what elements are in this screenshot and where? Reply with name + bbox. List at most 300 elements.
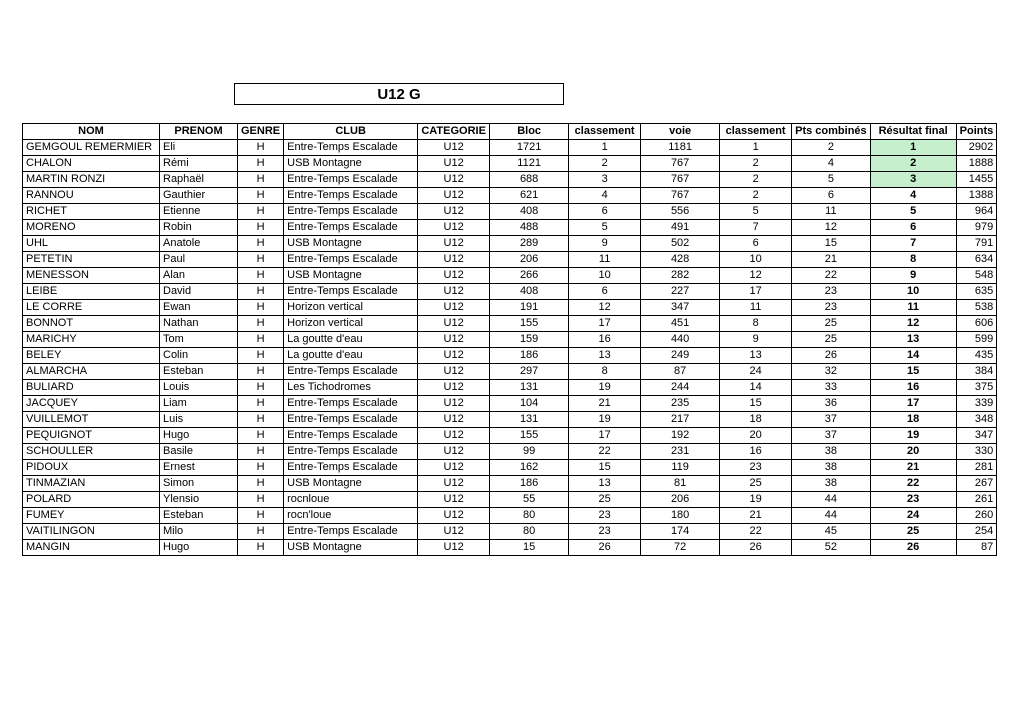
cell-pts-combines: 37	[792, 428, 871, 444]
cell-pts-combines: 23	[792, 284, 871, 300]
cell-points: 384	[956, 364, 997, 380]
cell-prenom: Esteban	[160, 508, 238, 524]
cell-club: Entre-Temps Escalade	[284, 172, 418, 188]
header-voie: voie	[641, 124, 720, 140]
cell-bloc: 408	[490, 284, 569, 300]
cell-genre: H	[238, 156, 284, 172]
cell-bloc: 688	[490, 172, 569, 188]
cell-bloc: 191	[490, 300, 569, 316]
header-points: Points	[956, 124, 997, 140]
cell-categorie: U12	[418, 220, 490, 236]
cell-genre: H	[238, 412, 284, 428]
cell-voie: 206	[641, 492, 720, 508]
cell-bloc: 162	[490, 460, 569, 476]
cell-voie: 217	[641, 412, 720, 428]
cell-club: Entre-Temps Escalade	[284, 364, 418, 380]
cell-genre: H	[238, 380, 284, 396]
table-row	[23, 412, 997, 428]
cell-points: 1888	[956, 156, 997, 172]
cell-pts-combines: 38	[792, 460, 871, 476]
cell-classement-voie: 14	[720, 380, 792, 396]
cell-genre: H	[238, 204, 284, 220]
cell-categorie: U12	[418, 524, 490, 540]
cell-classement-voie: 8	[720, 316, 792, 332]
table-row	[23, 252, 997, 268]
header-pts-combines: Pts combinés	[792, 124, 871, 140]
cell-classement-voie: 1	[720, 140, 792, 156]
cell-bloc: 159	[490, 332, 569, 348]
table-row	[23, 492, 997, 508]
cell-voie: 180	[641, 508, 720, 524]
cell-prenom: Ernest	[160, 460, 238, 476]
cell-voie: 235	[641, 396, 720, 412]
cell-pts-combines: 6	[792, 188, 871, 204]
cell-categorie: U12	[418, 140, 490, 156]
cell-classement-bloc: 17	[569, 316, 641, 332]
cell-prenom: Ylensio	[160, 492, 238, 508]
cell-pts-combines: 45	[792, 524, 871, 540]
header-resultat-final: Résultat final	[870, 124, 956, 140]
cell-resultat-final: 21	[870, 460, 956, 476]
cell-categorie: U12	[418, 316, 490, 332]
table-row	[23, 364, 997, 380]
table-row	[23, 508, 997, 524]
cell-prenom: Simon	[160, 476, 238, 492]
table-row	[23, 156, 997, 172]
cell-voie: 231	[641, 444, 720, 460]
cell-classement-voie: 13	[720, 348, 792, 364]
cell-bloc: 15	[490, 540, 569, 556]
cell-prenom: Raphaël	[160, 172, 238, 188]
cell-genre: H	[238, 540, 284, 556]
cell-nom: BELEY	[23, 348, 160, 364]
cell-categorie: U12	[418, 156, 490, 172]
cell-points: 791	[956, 236, 997, 252]
header-prenom: PRENOM	[160, 124, 238, 140]
cell-classement-bloc: 23	[569, 508, 641, 524]
cell-resultat-final: 23	[870, 492, 956, 508]
cell-categorie: U12	[418, 428, 490, 444]
header-row	[23, 124, 997, 140]
cell-genre: H	[238, 444, 284, 460]
cell-classement-voie: 9	[720, 332, 792, 348]
header-categorie: CATEGORIE	[418, 124, 490, 140]
cell-resultat-final: 24	[870, 508, 956, 524]
cell-classement-voie: 5	[720, 204, 792, 220]
cell-points: 635	[956, 284, 997, 300]
cell-voie: 72	[641, 540, 720, 556]
cell-resultat-final: 17	[870, 396, 956, 412]
cell-genre: H	[238, 396, 284, 412]
cell-nom: PETETIN	[23, 252, 160, 268]
cell-classement-voie: 18	[720, 412, 792, 428]
cell-classement-voie: 15	[720, 396, 792, 412]
header-genre: GENRE	[238, 124, 284, 140]
cell-resultat-final: 22	[870, 476, 956, 492]
cell-bloc: 155	[490, 316, 569, 332]
category-title: U12 G	[234, 83, 564, 105]
cell-classement-voie: 6	[720, 236, 792, 252]
header-club: CLUB	[284, 124, 418, 140]
cell-club: rocnloue	[284, 492, 418, 508]
cell-bloc: 186	[490, 348, 569, 364]
cell-nom: MARICHY	[23, 332, 160, 348]
cell-bloc: 80	[490, 524, 569, 540]
cell-voie: 192	[641, 428, 720, 444]
cell-club: USB Montagne	[284, 268, 418, 284]
cell-bloc: 297	[490, 364, 569, 380]
cell-bloc: 408	[490, 204, 569, 220]
cell-club: Entre-Temps Escalade	[284, 396, 418, 412]
cell-classement-bloc: 25	[569, 492, 641, 508]
cell-categorie: U12	[418, 332, 490, 348]
table-row	[23, 300, 997, 316]
cell-pts-combines: 44	[792, 508, 871, 524]
cell-prenom: Esteban	[160, 364, 238, 380]
cell-prenom: Liam	[160, 396, 238, 412]
cell-resultat-final: 26	[870, 540, 956, 556]
cell-resultat-final: 7	[870, 236, 956, 252]
header-bloc: Bloc	[490, 124, 569, 140]
cell-bloc: 488	[490, 220, 569, 236]
cell-voie: 491	[641, 220, 720, 236]
cell-points: 1455	[956, 172, 997, 188]
cell-pts-combines: 22	[792, 268, 871, 284]
table-row	[23, 316, 997, 332]
cell-categorie: U12	[418, 492, 490, 508]
cell-club: Horizon vertical	[284, 300, 418, 316]
cell-classement-bloc: 6	[569, 284, 641, 300]
table-row	[23, 236, 997, 252]
cell-points: 260	[956, 508, 997, 524]
cell-voie: 502	[641, 236, 720, 252]
cell-points: 1388	[956, 188, 997, 204]
cell-nom: LE CORRE	[23, 300, 160, 316]
cell-resultat-final: 2	[870, 156, 956, 172]
cell-resultat-final: 18	[870, 412, 956, 428]
cell-nom: RANNOU	[23, 188, 160, 204]
cell-resultat-final: 5	[870, 204, 956, 220]
cell-club: USB Montagne	[284, 540, 418, 556]
cell-club: USB Montagne	[284, 236, 418, 252]
cell-voie: 440	[641, 332, 720, 348]
cell-classement-bloc: 16	[569, 332, 641, 348]
cell-bloc: 104	[490, 396, 569, 412]
cell-voie: 227	[641, 284, 720, 300]
table-row	[23, 140, 997, 156]
cell-nom: BULIARD	[23, 380, 160, 396]
cell-pts-combines: 25	[792, 316, 871, 332]
cell-points: 375	[956, 380, 997, 396]
cell-club: Entre-Temps Escalade	[284, 140, 418, 156]
table-row	[23, 428, 997, 444]
cell-pts-combines: 38	[792, 444, 871, 460]
cell-points: 979	[956, 220, 997, 236]
cell-points: 634	[956, 252, 997, 268]
cell-nom: MARTIN RONZI	[23, 172, 160, 188]
cell-nom: GEMGOUL REMERMIER	[23, 140, 160, 156]
cell-nom: JACQUEY	[23, 396, 160, 412]
cell-voie: 87	[641, 364, 720, 380]
cell-nom: MANGIN	[23, 540, 160, 556]
cell-genre: H	[238, 524, 284, 540]
cell-prenom: Gauthier	[160, 188, 238, 204]
cell-pts-combines: 44	[792, 492, 871, 508]
cell-resultat-final: 25	[870, 524, 956, 540]
cell-resultat-final: 15	[870, 364, 956, 380]
cell-classement-voie: 7	[720, 220, 792, 236]
cell-categorie: U12	[418, 364, 490, 380]
cell-voie: 244	[641, 380, 720, 396]
cell-bloc: 1121	[490, 156, 569, 172]
cell-prenom: Hugo	[160, 428, 238, 444]
cell-resultat-final: 11	[870, 300, 956, 316]
table-row	[23, 380, 997, 396]
cell-club: Entre-Temps Escalade	[284, 204, 418, 220]
cell-bloc: 55	[490, 492, 569, 508]
cell-voie: 428	[641, 252, 720, 268]
cell-genre: H	[238, 460, 284, 476]
cell-genre: H	[238, 508, 284, 524]
cell-points: 435	[956, 348, 997, 364]
cell-nom: MENESSON	[23, 268, 160, 284]
cell-classement-voie: 17	[720, 284, 792, 300]
cell-nom: VUILLEMOT	[23, 412, 160, 428]
table-row	[23, 172, 997, 188]
cell-club: Entre-Temps Escalade	[284, 220, 418, 236]
cell-classement-voie: 16	[720, 444, 792, 460]
cell-classement-voie: 21	[720, 508, 792, 524]
cell-categorie: U12	[418, 300, 490, 316]
cell-points: 964	[956, 204, 997, 220]
table-row	[23, 444, 997, 460]
cell-genre: H	[238, 236, 284, 252]
cell-nom: BONNOT	[23, 316, 160, 332]
cell-voie: 249	[641, 348, 720, 364]
cell-prenom: Luis	[160, 412, 238, 428]
cell-classement-bloc: 1	[569, 140, 641, 156]
table-row	[23, 460, 997, 476]
cell-prenom: Hugo	[160, 540, 238, 556]
cell-classement-voie: 22	[720, 524, 792, 540]
cell-voie: 451	[641, 316, 720, 332]
cell-pts-combines: 2	[792, 140, 871, 156]
cell-genre: H	[238, 188, 284, 204]
cell-club: USB Montagne	[284, 156, 418, 172]
cell-classement-voie: 20	[720, 428, 792, 444]
cell-pts-combines: 36	[792, 396, 871, 412]
cell-nom: MORENO	[23, 220, 160, 236]
cell-categorie: U12	[418, 348, 490, 364]
cell-genre: H	[238, 268, 284, 284]
cell-classement-bloc: 13	[569, 348, 641, 364]
cell-points: 339	[956, 396, 997, 412]
table-row	[23, 220, 997, 236]
cell-club: Entre-Temps Escalade	[284, 284, 418, 300]
cell-points: 599	[956, 332, 997, 348]
cell-nom: UHL	[23, 236, 160, 252]
cell-classement-bloc: 19	[569, 412, 641, 428]
table-row	[23, 284, 997, 300]
cell-resultat-final: 10	[870, 284, 956, 300]
cell-resultat-final: 19	[870, 428, 956, 444]
cell-pts-combines: 25	[792, 332, 871, 348]
table-row	[23, 268, 997, 284]
cell-classement-bloc: 4	[569, 188, 641, 204]
cell-classement-voie: 2	[720, 156, 792, 172]
cell-categorie: U12	[418, 476, 490, 492]
cell-pts-combines: 38	[792, 476, 871, 492]
cell-nom: RICHET	[23, 204, 160, 220]
cell-nom: SCHOULLER	[23, 444, 160, 460]
cell-prenom: David	[160, 284, 238, 300]
cell-voie: 556	[641, 204, 720, 220]
table-row	[23, 396, 997, 412]
cell-bloc: 80	[490, 508, 569, 524]
cell-pts-combines: 15	[792, 236, 871, 252]
cell-resultat-final: 16	[870, 380, 956, 396]
cell-voie: 767	[641, 188, 720, 204]
cell-resultat-final: 4	[870, 188, 956, 204]
cell-classement-bloc: 2	[569, 156, 641, 172]
cell-prenom: Anatole	[160, 236, 238, 252]
cell-nom: TINMAZIAN	[23, 476, 160, 492]
cell-resultat-final: 13	[870, 332, 956, 348]
cell-nom: ALMARCHA	[23, 364, 160, 380]
cell-classement-bloc: 8	[569, 364, 641, 380]
cell-resultat-final: 6	[870, 220, 956, 236]
cell-genre: H	[238, 300, 284, 316]
cell-prenom: Basile	[160, 444, 238, 460]
cell-bloc: 131	[490, 412, 569, 428]
cell-pts-combines: 21	[792, 252, 871, 268]
cell-bloc: 621	[490, 188, 569, 204]
cell-nom: LEIBE	[23, 284, 160, 300]
cell-voie: 767	[641, 156, 720, 172]
cell-prenom: Paul	[160, 252, 238, 268]
cell-nom: CHALON	[23, 156, 160, 172]
cell-classement-bloc: 19	[569, 380, 641, 396]
cell-club: La goutte d'eau	[284, 332, 418, 348]
cell-classement-bloc: 13	[569, 476, 641, 492]
cell-categorie: U12	[418, 540, 490, 556]
cell-prenom: Louis	[160, 380, 238, 396]
cell-classement-voie: 19	[720, 492, 792, 508]
cell-classement-voie: 23	[720, 460, 792, 476]
header-nom: NOM	[23, 124, 160, 140]
cell-points: 347	[956, 428, 997, 444]
cell-club: Entre-Temps Escalade	[284, 252, 418, 268]
cell-points: 606	[956, 316, 997, 332]
cell-nom: VAITILINGON	[23, 524, 160, 540]
cell-genre: H	[238, 364, 284, 380]
cell-voie: 81	[641, 476, 720, 492]
cell-voie: 119	[641, 460, 720, 476]
cell-categorie: U12	[418, 444, 490, 460]
cell-prenom: Tom	[160, 332, 238, 348]
cell-classement-bloc: 11	[569, 252, 641, 268]
cell-classement-bloc: 3	[569, 172, 641, 188]
cell-voie: 1181	[641, 140, 720, 156]
cell-prenom: Milo	[160, 524, 238, 540]
cell-classement-bloc: 21	[569, 396, 641, 412]
cell-pts-combines: 12	[792, 220, 871, 236]
cell-club: Entre-Temps Escalade	[284, 428, 418, 444]
cell-points: 254	[956, 524, 997, 540]
table-row	[23, 476, 997, 492]
cell-pts-combines: 26	[792, 348, 871, 364]
cell-club: Entre-Temps Escalade	[284, 524, 418, 540]
cell-pts-combines: 33	[792, 380, 871, 396]
cell-points: 267	[956, 476, 997, 492]
cell-genre: H	[238, 476, 284, 492]
cell-categorie: U12	[418, 380, 490, 396]
cell-bloc: 131	[490, 380, 569, 396]
cell-voie: 347	[641, 300, 720, 316]
cell-classement-voie: 2	[720, 172, 792, 188]
cell-points: 330	[956, 444, 997, 460]
header-classement-bloc: classement	[569, 124, 641, 140]
cell-genre: H	[238, 332, 284, 348]
cell-genre: H	[238, 140, 284, 156]
cell-points: 261	[956, 492, 997, 508]
results-table	[22, 123, 997, 556]
header-classement-voie: classement	[720, 124, 792, 140]
table-body	[23, 140, 997, 556]
cell-bloc: 289	[490, 236, 569, 252]
cell-club: Entre-Temps Escalade	[284, 412, 418, 428]
cell-classement-voie: 25	[720, 476, 792, 492]
cell-classement-bloc: 5	[569, 220, 641, 236]
cell-classement-bloc: 23	[569, 524, 641, 540]
cell-resultat-final: 14	[870, 348, 956, 364]
cell-pts-combines: 23	[792, 300, 871, 316]
cell-resultat-final: 20	[870, 444, 956, 460]
cell-voie: 767	[641, 172, 720, 188]
cell-bloc: 99	[490, 444, 569, 460]
cell-prenom: Etienne	[160, 204, 238, 220]
cell-resultat-final: 9	[870, 268, 956, 284]
cell-genre: H	[238, 172, 284, 188]
cell-voie: 282	[641, 268, 720, 284]
cell-pts-combines: 4	[792, 156, 871, 172]
cell-categorie: U12	[418, 396, 490, 412]
cell-categorie: U12	[418, 172, 490, 188]
cell-classement-voie: 24	[720, 364, 792, 380]
cell-club: Entre-Temps Escalade	[284, 188, 418, 204]
cell-genre: H	[238, 284, 284, 300]
cell-classement-bloc: 9	[569, 236, 641, 252]
cell-categorie: U12	[418, 508, 490, 524]
cell-club: USB Montagne	[284, 476, 418, 492]
cell-bloc: 206	[490, 252, 569, 268]
cell-pts-combines: 11	[792, 204, 871, 220]
table-row	[23, 204, 997, 220]
cell-genre: H	[238, 492, 284, 508]
cell-prenom: Colin	[160, 348, 238, 364]
cell-resultat-final: 12	[870, 316, 956, 332]
cell-prenom: Rémi	[160, 156, 238, 172]
cell-genre: H	[238, 316, 284, 332]
cell-classement-bloc: 10	[569, 268, 641, 284]
cell-genre: H	[238, 252, 284, 268]
cell-classement-bloc: 22	[569, 444, 641, 460]
cell-points: 2902	[956, 140, 997, 156]
cell-nom: PEQUIGNOT	[23, 428, 160, 444]
cell-resultat-final: 3	[870, 172, 956, 188]
cell-pts-combines: 52	[792, 540, 871, 556]
cell-categorie: U12	[418, 188, 490, 204]
